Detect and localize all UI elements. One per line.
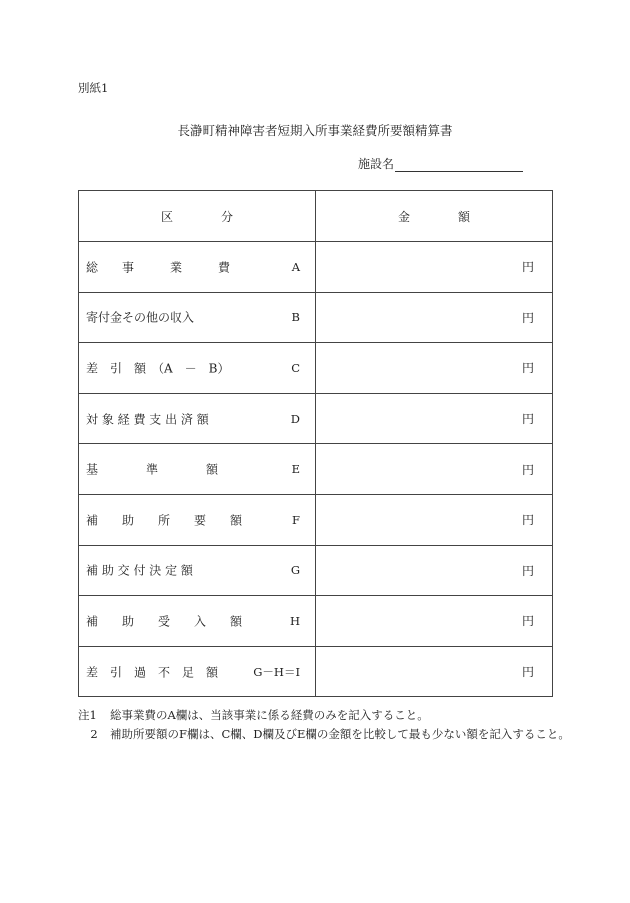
facility-label: 施設名 <box>358 157 395 171</box>
table-row <box>79 444 553 495</box>
category-label: 差 引 額 （A － B） <box>86 361 230 376</box>
category-cell <box>79 545 316 596</box>
table-row <box>79 494 553 545</box>
notes <box>78 706 570 744</box>
facility-name-underline <box>395 159 523 172</box>
table-row <box>79 393 553 444</box>
category-code: A <box>291 259 300 274</box>
category-cell <box>79 444 316 495</box>
category-cell <box>79 494 316 545</box>
amount-cell[interactable] <box>316 343 553 394</box>
category-label: 補 助 受 入 額 <box>86 614 243 629</box>
category-label: 差 引 過 不 足 額 <box>86 665 219 680</box>
currency-unit: 円 <box>521 563 534 578</box>
currency-unit: 円 <box>521 665 534 680</box>
category-code: F <box>292 512 300 527</box>
category-cell <box>79 242 316 293</box>
header-category: 区 分 <box>79 191 316 242</box>
category-label: 寄付金その他の収入 <box>86 310 195 325</box>
header-amount: 金 額 <box>316 191 553 242</box>
table-header-row <box>79 191 553 242</box>
currency-unit: 円 <box>521 310 534 325</box>
currency-unit: 円 <box>521 412 534 427</box>
category-code: H <box>289 613 300 628</box>
currency-unit: 円 <box>521 614 534 629</box>
settlement-table <box>78 190 553 697</box>
category-label: 対 象 経 費 支 出 済 額 <box>86 412 209 427</box>
currency-unit: 円 <box>521 260 534 275</box>
currency-unit: 円 <box>521 361 534 376</box>
note-text: 総事業費のA欄は、当該事業に係る経費のみを記入すること。 <box>110 708 429 722</box>
amount-cell[interactable] <box>316 596 553 647</box>
note-number: 2 <box>90 727 98 741</box>
category-cell <box>79 646 316 697</box>
note-text: 補助所要額のF欄は、C欄、D欄及びE欄の金額を比較して最も少ない額を記入すること。 <box>110 727 570 741</box>
amount-cell[interactable] <box>316 494 553 545</box>
category-label: 補 助 交 付 決 定 額 <box>86 563 193 578</box>
table-row <box>79 292 553 343</box>
amount-cell[interactable] <box>316 444 553 495</box>
table-row <box>79 343 553 394</box>
note-1 <box>78 706 570 725</box>
category-cell <box>79 596 316 647</box>
category-code: G－H＝I <box>253 664 300 679</box>
amount-cell[interactable] <box>316 545 553 596</box>
table-row <box>79 646 553 697</box>
category-code: D <box>290 411 300 426</box>
attachment-label: 別紙1 <box>78 81 109 95</box>
document-title: 長瀞町精神障害者短期入所事業経費所要額精算書 <box>177 123 453 138</box>
table-row <box>79 242 553 293</box>
amount-cell[interactable] <box>316 242 553 293</box>
category-label: 基 準 額 <box>86 462 219 477</box>
category-code: C <box>291 360 300 375</box>
amount-cell[interactable] <box>316 646 553 697</box>
facility-name-field <box>358 155 523 172</box>
category-label: 総 事 業 費 <box>86 260 231 275</box>
note-2 <box>78 725 570 744</box>
category-code: B <box>291 310 300 325</box>
category-code: E <box>291 462 300 477</box>
table-row <box>79 596 553 647</box>
currency-unit: 円 <box>521 462 534 477</box>
category-cell <box>79 292 316 343</box>
amount-cell[interactable] <box>316 292 553 343</box>
currency-unit: 円 <box>521 513 534 528</box>
category-code: G <box>290 563 300 578</box>
table-row <box>79 545 553 596</box>
note-number: 注1 <box>78 708 97 722</box>
amount-cell[interactable] <box>316 393 553 444</box>
category-cell <box>79 343 316 394</box>
category-label: 補 助 所 要 額 <box>86 513 243 528</box>
category-cell <box>79 393 316 444</box>
